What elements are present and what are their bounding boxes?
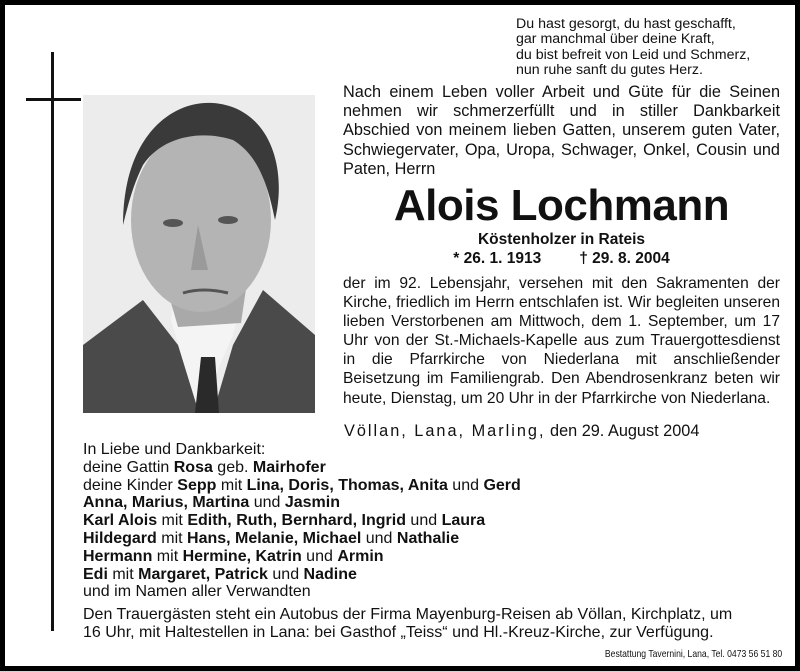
connector-text: mit (216, 476, 247, 494)
poem-line: du bist befreit von Leid und Schmerz, (516, 46, 751, 63)
connector-text: mit (157, 512, 188, 530)
bus-notice (83, 606, 783, 642)
place-and-date (344, 422, 699, 440)
mourner-line (83, 548, 521, 566)
connector-text: mit (107, 565, 139, 583)
date: den 29. August 2004 (545, 422, 700, 440)
mourner-name: Lina, Doris, Thomas, Anita (246, 476, 448, 494)
bus-notice-line: 16 Uhr, mit Haltestellen in Lana: bei Gasthof „Teiss“ und Hl.-Kreuz-Kirche, zur Verfügung. (83, 624, 714, 642)
mourner-line (83, 459, 521, 477)
mourners-heading: In Liebe und Dankbarkeit: (83, 441, 266, 458)
mourner-name: Hermine, Katrin (182, 547, 302, 565)
mourner-line (83, 583, 521, 601)
connector-text: geb. (212, 458, 253, 476)
mourner-name: Hermann (83, 547, 153, 565)
mourner-name: Gerd (483, 476, 521, 494)
mourner-name: Laura (441, 512, 486, 530)
mourner-name: Edi (83, 565, 108, 583)
places: Völlan, Lana, Marling, (344, 422, 546, 440)
cross-icon-vertical-bar (51, 52, 54, 631)
connector-text: und (361, 529, 397, 547)
mourner-name: Nadine (303, 565, 357, 583)
life-dates (343, 250, 780, 268)
connector-text: und (249, 494, 285, 512)
poem-line: nun ruhe sanft du gutes Herz. (516, 62, 703, 79)
birth-date: * 26. 1. 1913 (453, 250, 542, 267)
mourner-name: Rosa (173, 458, 213, 476)
connector-text: und (267, 565, 304, 583)
death-date: † 29. 8. 2004 (579, 250, 670, 267)
deceased-name: Alois Lochmann (393, 181, 730, 230)
mourner-name: Mairhofer (252, 458, 326, 476)
connector-text: mit (152, 547, 183, 565)
mourner-name: Hildegard (83, 529, 157, 547)
mourner-name: Nathalie (396, 529, 460, 547)
connector-text: und (447, 476, 484, 494)
mourner-line (83, 477, 521, 495)
portrait-placeholder-icon (83, 95, 315, 413)
connector-text: und im Namen aller Verwandten (83, 583, 311, 601)
mourner-line (83, 566, 521, 584)
mourners-lines (83, 459, 521, 601)
poem-line: gar manchmal über deine Kraft, (516, 31, 715, 48)
connector-text: und (301, 547, 338, 565)
mourner-line (83, 494, 521, 512)
mourner-name: Hans, Melanie, Michael (187, 529, 362, 547)
mourner-name: Margaret, Patrick (138, 565, 268, 583)
mourner-name: Anna, Marius, Martina (83, 494, 250, 512)
undertaker-credit: Bestattung Tavernini, Lana, Tel. 0473 56 51 80 (604, 648, 782, 660)
mourners-list (83, 441, 521, 601)
intro-paragraph: Nach einem Leben voller Arbeit und Güte für die Seinen nehmen wir schmerzerfüllt und in stiller Dankbarkeit Abschied von meinem lieben Gatten, unserem guten Vater, Schwiegervater, Opa, Uropa, Schwager, Onkel, Cousin und Paten, Herrn (343, 83, 780, 178)
mourner-name: Edith, Ruth, Bernhard, Ingrid (187, 512, 406, 530)
bus-notice-line: Den Trauergästen steht ein Autobus der Firma Mayenburg-Reisen ab Völlan, Kirchplatz, um (83, 606, 733, 623)
cross-icon-horizontal-bar (26, 98, 81, 101)
connector-text: deine Kinder (83, 476, 178, 494)
mourner-name: Sepp (177, 476, 217, 494)
connector-text: und (405, 512, 442, 530)
poem-line: Du hast gesorgt, du hast geschafft, (516, 16, 736, 32)
deceased-subtitle: Köstenholzer in Rateis (477, 231, 646, 248)
portrait-photo (83, 95, 315, 413)
funeral-details-paragraph: der im 92. Lebensjahr, versehen mit den Sakramenten der Kirche, friedlich im Herrn entschlafen ist. Wir begleiten unseren lieben Verstorbenen am Mittwoch, dem 1. September, um 17 Uhr von der St.-Michaels-Kapelle aus zum Trauergottesdienst in die Pfarrkirche von Niederlana mit anschließender Beisetzung im Familiengrab. Den Abendrosenkranz beten wir heute, Dienstag, um 20 Uhr in der Pfarrkirche von Niederlana. (343, 275, 780, 407)
mourner-line (83, 530, 521, 548)
mourner-name: Armin (337, 547, 384, 565)
mourner-line (83, 512, 521, 530)
connector-text: deine Gattin (83, 458, 174, 476)
connector-text: mit (156, 529, 188, 547)
mourner-name: Jasmin (284, 494, 340, 512)
mourner-name: Karl Alois (83, 512, 158, 530)
memorial-poem (516, 17, 750, 79)
